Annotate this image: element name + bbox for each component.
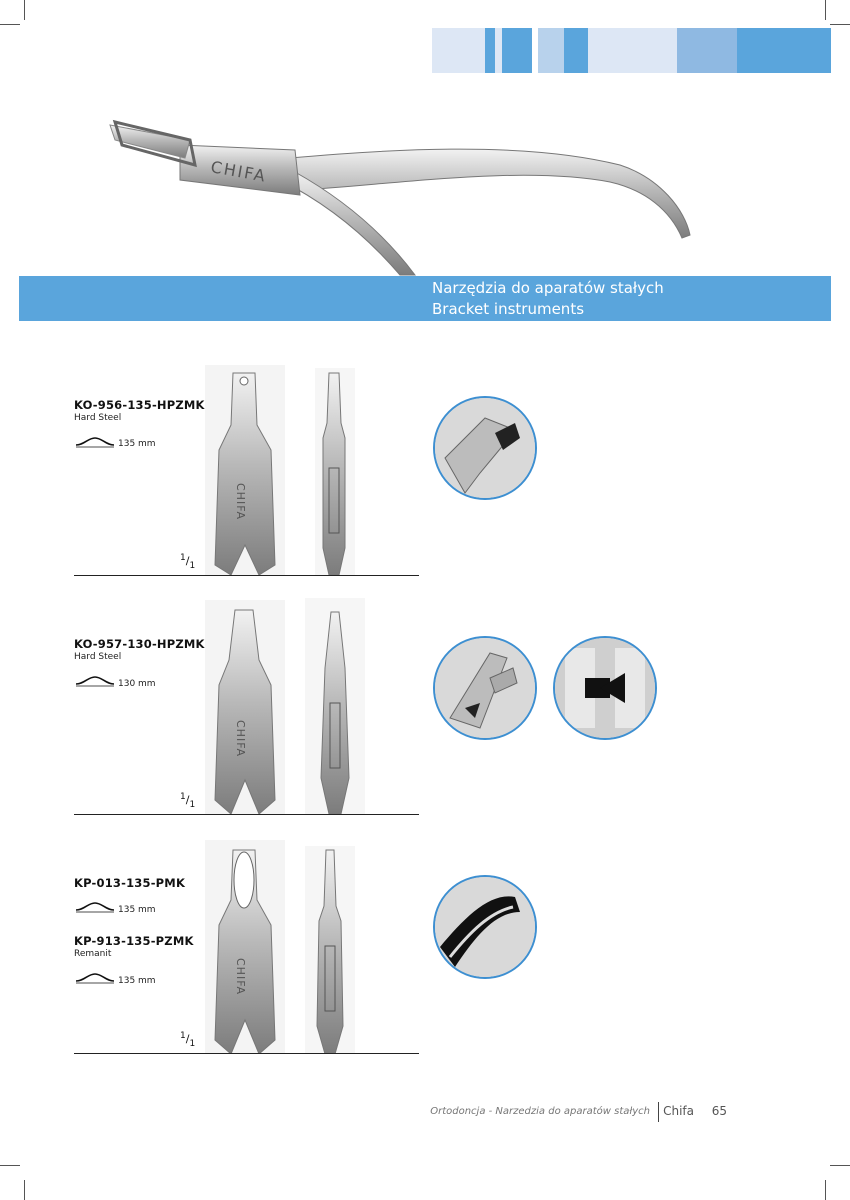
hero-brand-engraving: CHIFA bbox=[209, 157, 269, 186]
crop-mark bbox=[825, 1180, 826, 1200]
plier-side-view bbox=[305, 846, 355, 1054]
product-length: 135 mm bbox=[118, 905, 156, 915]
scale-numerator: 1 bbox=[180, 792, 186, 802]
scale-numerator: 1 bbox=[180, 1031, 186, 1041]
scale-denominator: 1 bbox=[189, 560, 196, 571]
footer-section-title: Ortodoncja - Narzedzia do aparatów stałych bbox=[430, 1106, 650, 1117]
product-code: KO-956-135-HPZMK bbox=[74, 398, 205, 412]
banner-title-pl: Narzędzia do aparatów stałych bbox=[432, 279, 664, 297]
product-code: KO-957-130-HPZMK bbox=[74, 637, 205, 651]
crop-mark bbox=[0, 24, 20, 25]
header-tab bbox=[737, 28, 831, 73]
scale-indicator: $^1/_1$ bbox=[180, 1031, 196, 1049]
length-icon bbox=[74, 674, 116, 688]
header-tab bbox=[432, 28, 485, 73]
detail-circle bbox=[433, 875, 537, 979]
section-divider bbox=[74, 575, 419, 576]
scale-indicator: $^1/_1$ bbox=[180, 792, 196, 810]
plier-side-view bbox=[315, 368, 355, 575]
page-number: 65 bbox=[711, 1104, 727, 1118]
crop-mark bbox=[0, 1165, 20, 1166]
product-length-variant: 135 mm bbox=[118, 976, 156, 986]
header-tab bbox=[495, 28, 502, 73]
detail-tip-image bbox=[435, 638, 535, 738]
product-material: Hard Steel bbox=[74, 652, 122, 662]
detail-circle bbox=[433, 636, 537, 740]
header-tab bbox=[485, 28, 495, 73]
detail-circle bbox=[553, 636, 657, 740]
section-divider bbox=[74, 1053, 419, 1054]
product-material-variant: Remanit bbox=[74, 949, 112, 959]
plier-side-view bbox=[305, 598, 365, 814]
section-divider bbox=[74, 814, 419, 815]
product-material: Hard Steel bbox=[74, 413, 122, 423]
section-banner bbox=[19, 276, 831, 321]
product-length: 135 mm bbox=[118, 439, 156, 449]
plier-front-view bbox=[205, 600, 285, 814]
detail-jaw-image bbox=[555, 638, 655, 738]
hero-plier-image bbox=[100, 110, 700, 280]
plier-front-view bbox=[205, 365, 285, 575]
product-code-variant: KP-913-135-PZMK bbox=[74, 934, 194, 948]
header-tab bbox=[502, 28, 532, 73]
plier-engraving: CHIFA bbox=[234, 720, 247, 758]
length-icon bbox=[74, 900, 116, 914]
scale-denominator: 1 bbox=[189, 799, 196, 810]
footer-separator bbox=[658, 1102, 659, 1122]
plier-engraving: CHIFA bbox=[234, 958, 247, 996]
scale-numerator: 1 bbox=[180, 553, 186, 563]
length-icon bbox=[74, 971, 116, 985]
length-icon bbox=[74, 435, 116, 449]
crop-mark bbox=[24, 1180, 25, 1200]
crop-mark bbox=[830, 24, 850, 25]
plier-front-view bbox=[205, 840, 285, 1054]
header-tab bbox=[564, 28, 588, 73]
header-tab bbox=[588, 28, 677, 73]
header-tab bbox=[538, 28, 564, 73]
detail-tip-image bbox=[435, 877, 535, 977]
product-code: KP-013-135-PMK bbox=[74, 876, 186, 890]
product-length: 130 mm bbox=[118, 679, 156, 689]
footer-brand: Chifa bbox=[663, 1104, 694, 1118]
crop-mark bbox=[825, 0, 826, 20]
banner-title-en: Bracket instruments bbox=[432, 300, 585, 318]
crop-mark bbox=[830, 1165, 850, 1166]
header-tab bbox=[677, 28, 737, 73]
plier-engraving: CHIFA bbox=[234, 483, 247, 521]
scale-indicator: $^1/_1$ bbox=[180, 553, 196, 571]
crop-mark bbox=[24, 0, 25, 20]
detail-circle bbox=[433, 396, 537, 500]
scale-denominator: 1 bbox=[189, 1038, 196, 1049]
page-footer bbox=[380, 1102, 780, 1122]
detail-tip-image bbox=[435, 398, 535, 498]
